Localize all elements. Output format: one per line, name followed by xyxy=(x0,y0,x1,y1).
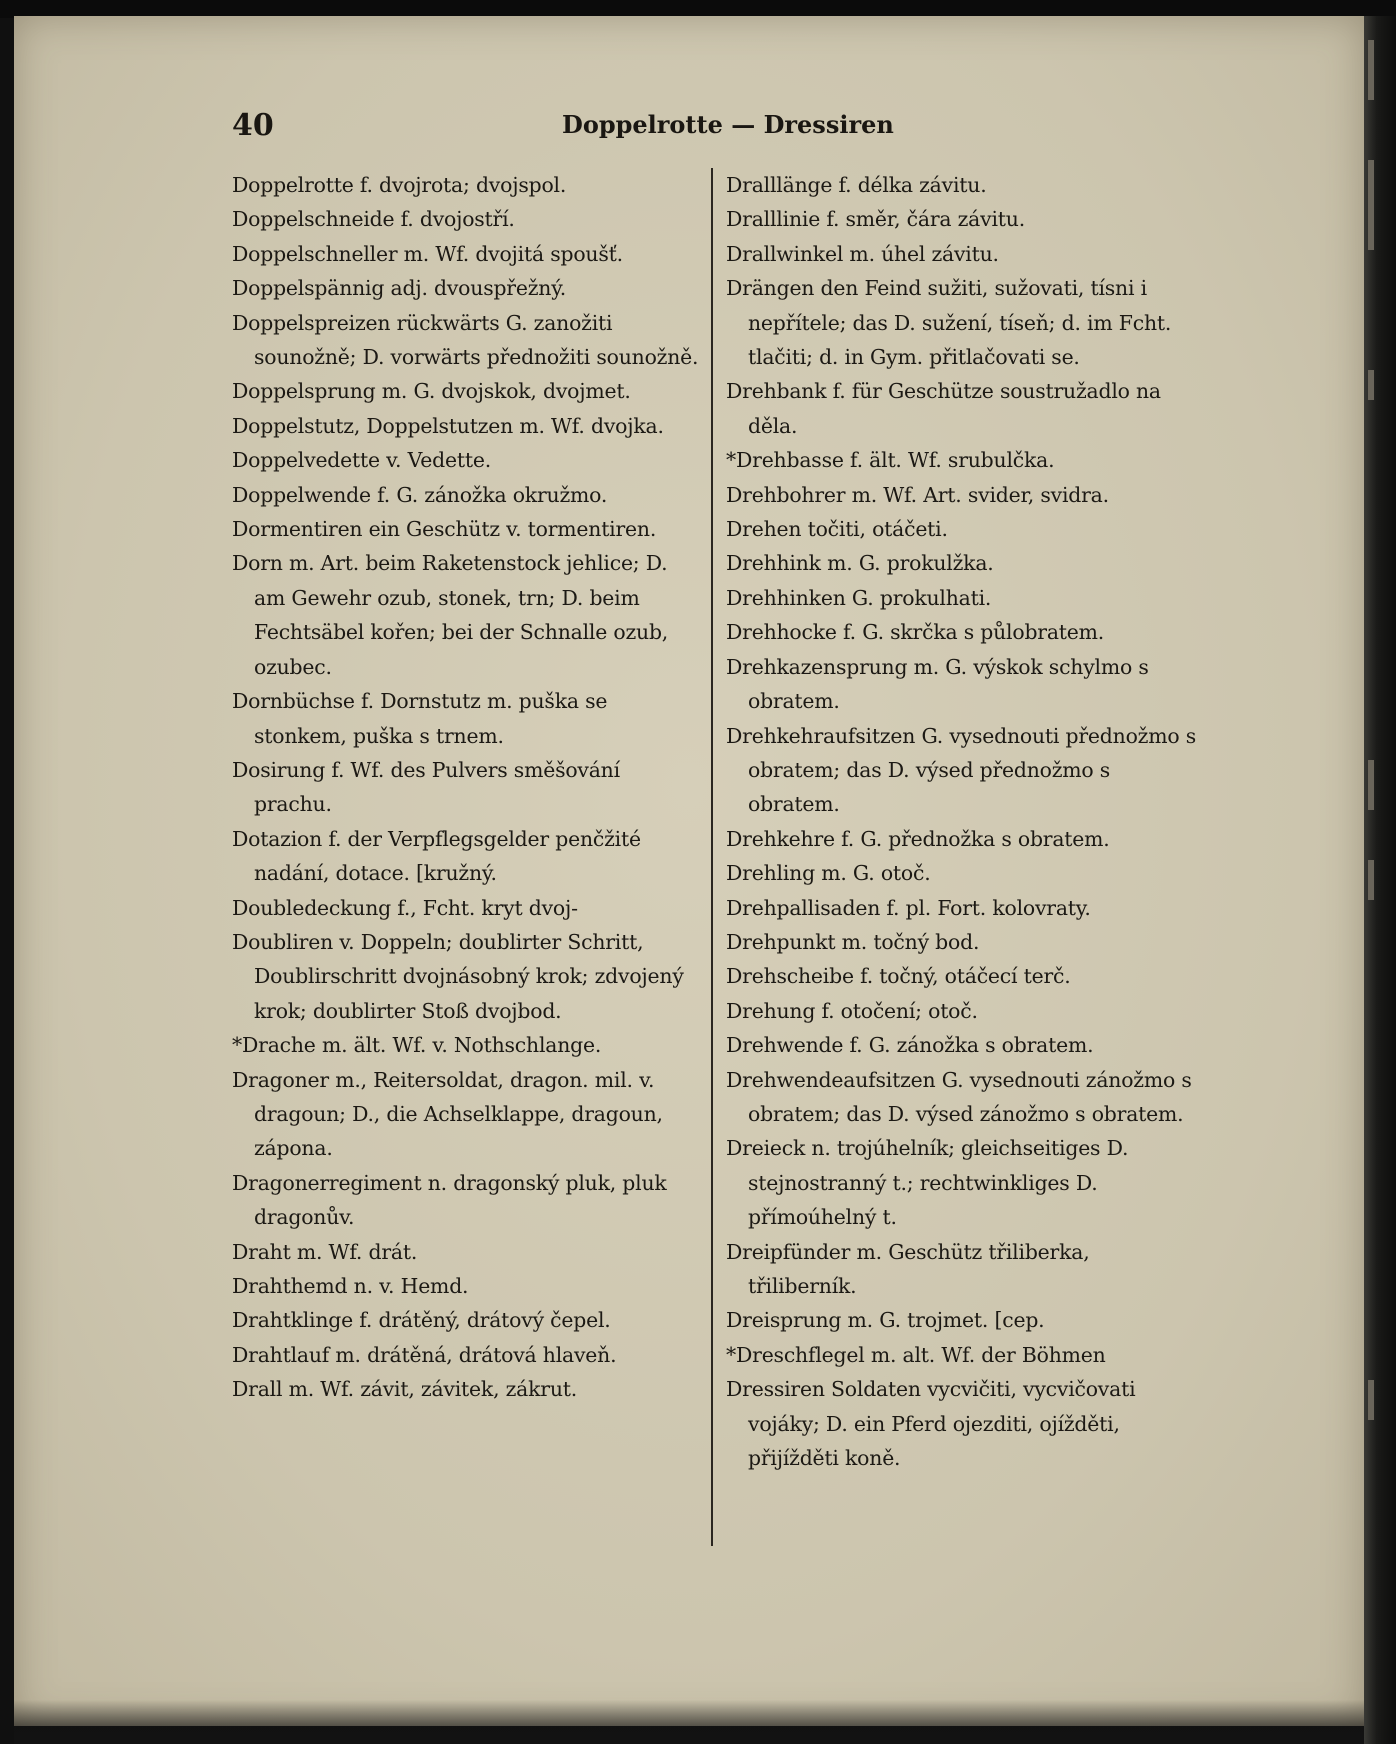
dictionary-entry: Drehwendeaufsitzen G. vysednouti zánožmo s obratem; das D. výsed zánožmo s obratem. xyxy=(726,1067,1192,1126)
dictionary-entry: Drehling m. G. otoč. xyxy=(726,861,931,886)
dictionary-entry: Drängen den Feind sužiti, sužovati, tísni i nepřítele; das D. sužení, tíseň; d. im Fcht. tlačiti; d. in Gym. přitlačovati se. xyxy=(726,276,1172,370)
dictionary-entry: Drehung f. otočení; otoč. xyxy=(726,998,978,1023)
running-title: Doppelrotte — Dressiren xyxy=(562,110,894,139)
scan-bottom-border xyxy=(14,1700,1364,1744)
dictionary-entry: Doppelspreizen rückwärts G. zanožiti sounožně; D. vorwärts přednožiti sounožně. xyxy=(232,310,699,370)
dictionary-entry: Drehbank f. für Geschütze soustružadlo na děla. xyxy=(726,379,1161,438)
dictionary-entry: Dornbüchse f. Dornstutz m. puška se stonkem, puška s trnem. xyxy=(232,689,608,748)
dictionary-entry: Drahtlauf m. drátěná, drátová hlaveň. xyxy=(232,1342,617,1367)
left-column xyxy=(232,168,702,1548)
page-edge-marks xyxy=(1368,0,1378,1744)
dictionary-entry: Dralllänge f. délka závitu. xyxy=(726,173,987,197)
dictionary-entry: Drehhink m. G. prokulžka. xyxy=(726,551,994,576)
dictionary-entry: Doppelsprung m. G. dvojskok, dvojmet. xyxy=(232,379,631,404)
dictionary-entry: Drehkehraufsitzen G. vysednouti přednožmo s obratem; das D. výsed přednožmo s obratem. xyxy=(726,723,1196,817)
dictionary-entry: Dragoner m., Reitersoldat, dragon. mil. v. dragoun; D., die Achselklappe, dragoun, zápona. xyxy=(232,1067,663,1161)
dictionary-entry: Doppelstutz, Doppelstutzen m. Wf. dvojka. xyxy=(232,413,664,438)
dictionary-entry: Draht m. Wf. drát. xyxy=(232,1239,418,1264)
dictionary-entry: Dreisprung m. G. trojmet. [cep. xyxy=(726,1308,1045,1333)
dictionary-entry: *Dreschflegel m. alt. Wf. der Böhmen xyxy=(726,1342,1106,1367)
dictionary-entry: Drehpallisaden f. pl. Fort. kolovraty. xyxy=(726,895,1091,920)
dictionary-entry: Drehkazensprung m. G. výskok schylmo s obratem. xyxy=(726,654,1149,714)
dictionary-entry: Drallwinkel m. úhel závitu. xyxy=(726,241,999,266)
dictionary-entry: Drehpunkt m. točný bod. xyxy=(726,929,980,954)
dictionary-entry: Drall m. Wf. závit, závitek, zákrut. xyxy=(232,1377,578,1402)
dictionary-entry: *Drehbasse f. ält. Wf. srubulčka. xyxy=(726,448,1055,473)
dictionary-entry: Doppelschneide f. dvojostří. xyxy=(232,207,515,232)
dictionary-entry: Doubledeckung f., Fcht. kryt dvoj- xyxy=(232,895,578,920)
dictionary-entry: Dreieck n. trojúhelník; gleichseitiges D. stejnostranný t.; rechtwinkliges D. přímoúhelný t. xyxy=(726,1136,1129,1230)
dictionary-entry: Doppelrotte f. dvojrota; dvojspol. xyxy=(232,173,567,197)
dictionary-entry: Dragonerregiment n. dragonský pluk, pluk dragonův. xyxy=(232,1170,667,1230)
dictionary-entry: Drehbohrer m. Wf. Art. svider, svidra. xyxy=(726,482,1109,507)
dictionary-entry: Drahtklinge f. drátěný, drátový čepel. xyxy=(232,1308,611,1333)
dictionary-entry: Doppelschneller m. Wf. dvojitá spoušť. xyxy=(232,241,623,266)
dictionary-entry: Dreipfünder m. Geschütz třiliberka, třiliberník. xyxy=(726,1239,1090,1298)
dictionary-entry: Dormentiren ein Geschütz v. tormentiren. xyxy=(232,517,657,542)
dictionary-entry: Doppelwende f. G. zánožka okružmo. xyxy=(232,482,608,507)
page-header xyxy=(0,108,1396,148)
dictionary-entry: Doppelvedette v. Vedette. xyxy=(232,448,492,473)
dictionary-entry: Doppelspännig adj. dvouspřežný. xyxy=(232,276,567,301)
dictionary-entry: *Drache m. ält. Wf. v. Nothschlange. xyxy=(232,1033,602,1058)
dictionary-entry: Drehkehre f. G. přednožka s obratem. xyxy=(726,826,1110,851)
dictionary-entry: Dosirung f. Wf. des Pulvers směšování prachu. xyxy=(232,757,620,817)
dictionary-entry: Dorn m. Art. beim Raketenstock jehlice; D. am Gewehr ozub, stonek, trn; D. beim Fechtsäbel kořen; bei der Schnalle ozub, ozubec. xyxy=(232,551,669,679)
dictionary-entry: Dralllinie f. směr, čára závitu. xyxy=(726,207,1025,232)
dictionary-entry: Dotazion f. der Verpflegsgelder penčžité nadání, dotace. [kružný. xyxy=(232,826,641,886)
right-column xyxy=(726,168,1196,1548)
column-divider xyxy=(711,168,713,1546)
dictionary-entry: Doubliren v. Doppeln; doublirter Schritt, Doublirschritt dvojnásobný krok; zdvojený krok; doublirter Stoß dvojbod. xyxy=(232,929,684,1023)
dictionary-entry: Drehwende f. G. zánožka s obratem. xyxy=(726,1033,1094,1058)
dictionary-entry: Drehhocke f. G. skrčka s půlobratem. xyxy=(726,620,1105,645)
dictionary-entry: Dressiren Soldaten vycvičiti, vycvičovati vojáky; D. ein Pferd ojezditi, ojížděti, přijížděti koně. xyxy=(726,1377,1136,1471)
page-number: 40 xyxy=(232,108,274,143)
dictionary-entry: Drehhinken G. prokulhati. xyxy=(726,585,992,610)
dictionary-entry: Drehscheibe f. točný, otáčecí terč. xyxy=(726,964,1071,989)
dictionary-entry: Drehen točiti, otáčeti. xyxy=(726,517,948,542)
dictionary-entry: Drahthemd n. v. Hemd. xyxy=(232,1274,469,1298)
